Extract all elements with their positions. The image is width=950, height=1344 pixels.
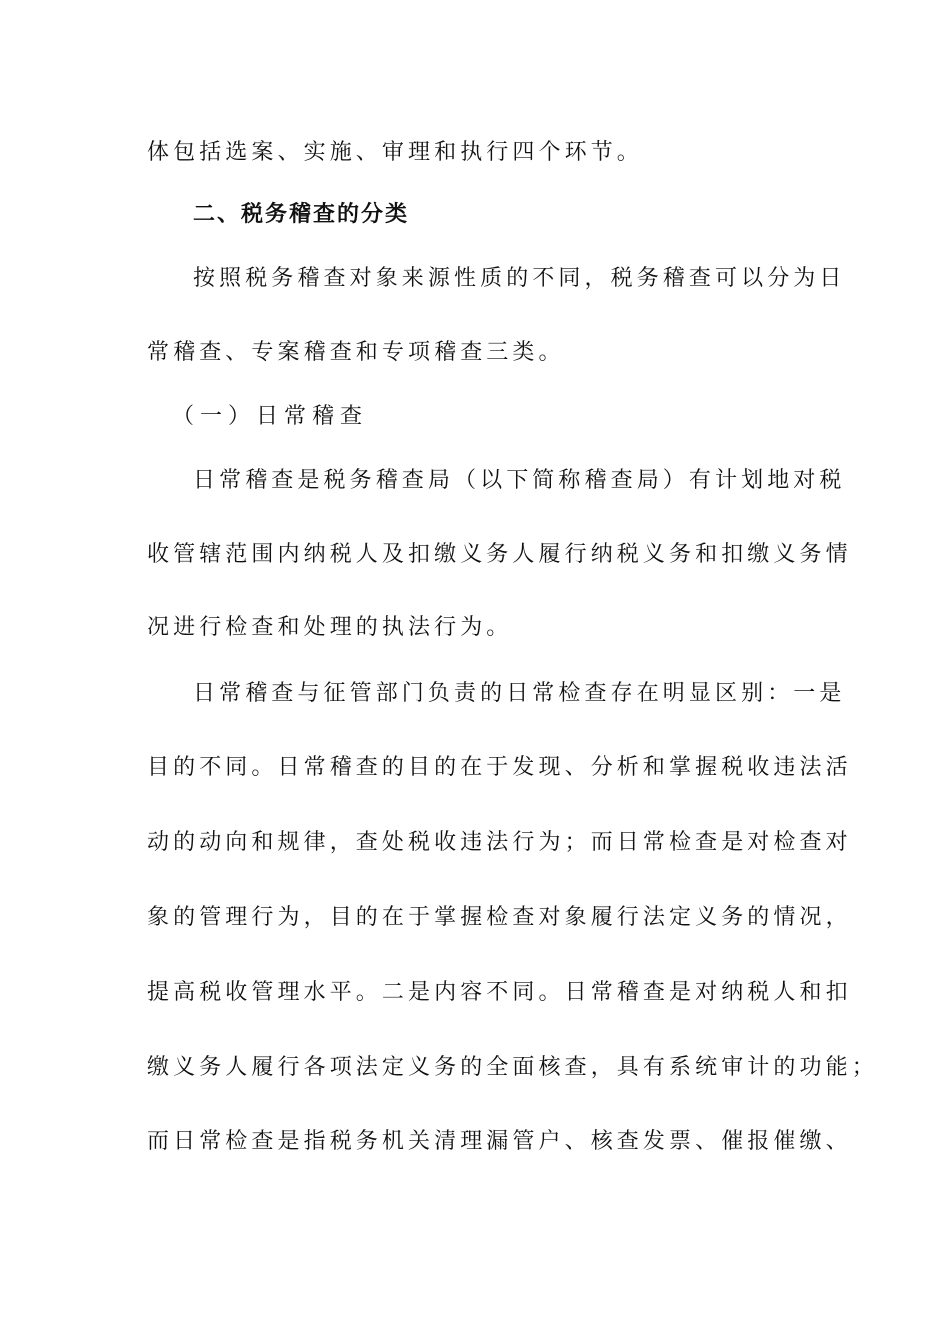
paragraph-line: 缴义务人履行各项法定义务的全面核查，具有系统审计的功能；	[147, 1055, 878, 1080]
paragraph-line: 日常稽查是税务稽查局（以下简称稽查局）有计划地对税	[193, 468, 846, 493]
section-heading: 二、税务稽查的分类	[193, 202, 410, 227]
paragraph-line: 日常稽查与征管部门负责的日常检查存在明显区别：一是	[193, 681, 846, 706]
paragraph-line: 而日常检查是指税务机关清理漏管户、核查发票、催报催缴、	[147, 1129, 852, 1154]
paragraph-line: 常稽查、专案稽查和专项稽查三类。	[147, 340, 565, 365]
paragraph-line: 况进行检查和处理的执法行为。	[147, 615, 513, 640]
paragraph-line: 收管辖范围内纳税人及扣缴义务人履行纳税义务和扣缴义务情	[147, 542, 852, 567]
paragraph-line: 动的动向和规律，查处税收违法行为；而日常检查是对检查对	[147, 830, 852, 855]
paragraph-line: 体包括选案、实施、审理和执行四个环节。	[147, 140, 643, 165]
paragraph-line: 目的不同。日常稽查的目的在于发现、分析和掌握税收违法活	[147, 755, 852, 780]
paragraph-line: 象的管理行为，目的在于掌握检查对象履行法定义务的情况，	[147, 905, 852, 930]
paragraph-line: 提高税收管理水平。二是内容不同。日常稽查是对纳税人和扣	[147, 980, 852, 1005]
subsection-heading: （一）日常稽查	[172, 404, 369, 429]
paragraph-line: 按照税务稽查对象来源性质的不同，税务稽查可以分为日	[193, 266, 846, 291]
